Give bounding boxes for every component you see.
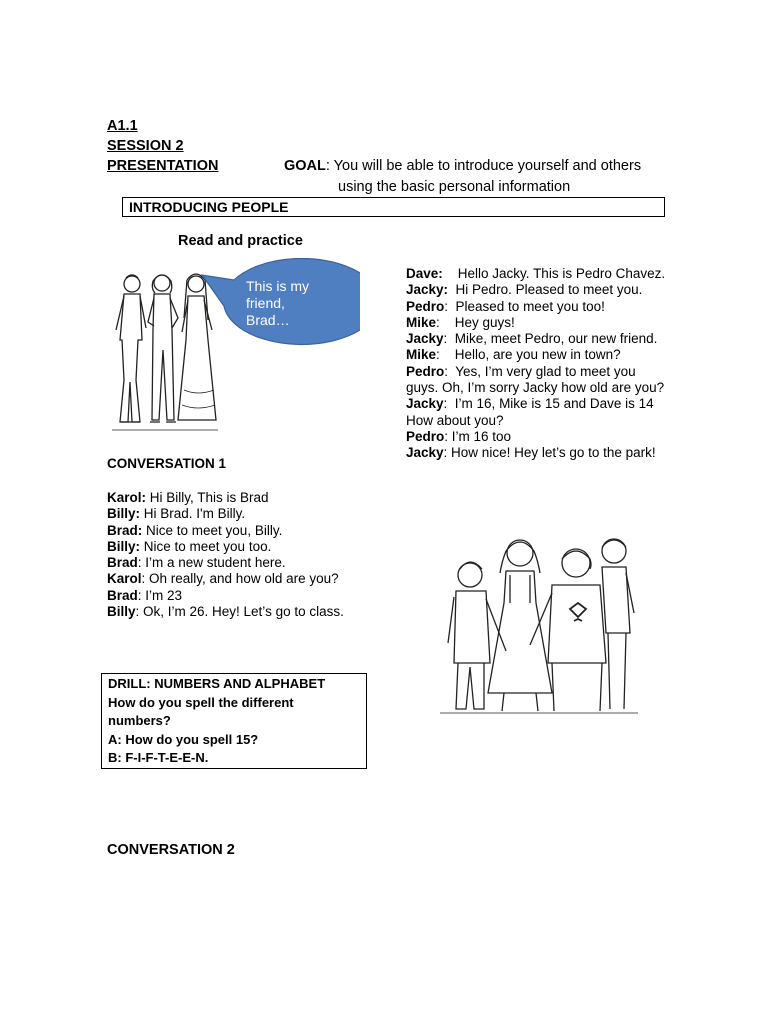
session-heading: SESSION 2 xyxy=(107,138,184,154)
speaker-name: Brad: xyxy=(107,522,143,538)
drill-title: DRILL: NUMBERS AND ALPHABET xyxy=(108,676,326,691)
line-text: : I’m 16 too xyxy=(444,428,512,444)
dialogue-line xyxy=(406,429,668,445)
speaker-name: Mike xyxy=(406,347,437,363)
dialogue-line xyxy=(406,347,668,363)
line-text: : I’m a new student here. xyxy=(137,555,286,571)
speaker-name: Brad xyxy=(107,555,138,571)
dialogue-line xyxy=(107,588,344,604)
speaker-name: Pedro xyxy=(406,298,445,314)
bubble-line-1: This is my xyxy=(246,278,309,294)
conversation-1-title: CONVERSATION 1 xyxy=(107,456,227,471)
line-text: Nice to meet you too. xyxy=(140,538,272,554)
goal-text-2: using the basic personal information xyxy=(338,179,571,195)
dialogue-line xyxy=(107,523,344,539)
line-text: Hi Billy, This is Brad xyxy=(146,490,269,505)
dialogue-line xyxy=(107,604,344,620)
speaker-name: Billy: xyxy=(107,538,141,554)
line-text: Hi Pedro. Pleased to meet you. xyxy=(448,282,643,298)
goal-statement xyxy=(284,156,641,177)
dialogue-line xyxy=(107,506,344,522)
line-text: Nice to meet you, Billy. xyxy=(142,522,283,538)
dialogue-line xyxy=(107,555,344,571)
line-text: : Ok, I’m 26. Hey! Let’s go to class. xyxy=(135,604,344,620)
four-kids-illustration xyxy=(440,533,640,718)
bubble-line-3: Brad… xyxy=(246,312,290,328)
line-text: : I’m 23 xyxy=(137,587,183,603)
drill-example-a: A: How do you spell 15? xyxy=(108,731,259,747)
dialogue-line xyxy=(107,539,344,555)
speaker-name: Karol: xyxy=(107,490,147,505)
section-title-box: INTRODUCING PEOPLE xyxy=(122,197,665,217)
bubble-line-2: friend, xyxy=(246,295,285,311)
dialogue-line xyxy=(406,282,668,298)
line-text: Hi Brad. I'm Billy. xyxy=(140,506,246,522)
line-text: : Hey guys! xyxy=(436,314,515,330)
speaker-name: Jacky xyxy=(406,396,444,412)
goal-text-1: : You will be able to introduce yourself and others xyxy=(325,158,642,174)
dialogue-line xyxy=(406,445,668,461)
line-text: : I’m 16, Mike is 15 and Dave is 14 How about you? xyxy=(406,396,658,428)
line-text: : Yes, I’m very glad to meet you guys. Oh, I’m sorry Jacky how old are you? xyxy=(406,363,665,396)
speaker-name: Billy: xyxy=(107,506,141,522)
line-text: Hello Jacky. This is Pedro Chavez. xyxy=(442,266,666,281)
speaker-name: Billy xyxy=(107,604,136,620)
speaker-name: Pedro xyxy=(406,428,445,444)
speech-bubble-text xyxy=(246,278,309,329)
drill-question: How do you spell the different numbers? xyxy=(108,694,294,729)
line-text: : Mike, meet Pedro, our new friend. xyxy=(443,331,658,347)
section-heading: PRESENTATION xyxy=(107,158,219,174)
dialogue-line xyxy=(406,299,668,315)
speaker-name: Mike xyxy=(406,314,437,330)
line-text: : Oh really, and how old are you? xyxy=(141,571,339,587)
line-text: : Hello, are you new in town? xyxy=(436,347,621,363)
read-practice-heading: Read and practice xyxy=(178,233,303,249)
conversation-1-lines xyxy=(107,490,344,620)
line-text: : How nice! Hey let’s go to the park! xyxy=(443,445,656,461)
speaker-name: Dave: xyxy=(406,266,443,281)
dialogue-line xyxy=(107,571,344,587)
line-text: : Pleased to meet you too! xyxy=(444,298,605,314)
drill-box xyxy=(101,673,367,769)
drill-example-b: B: F-I-F-T-E-E-N. xyxy=(108,750,209,766)
pedro-dialogue xyxy=(406,266,668,462)
dialogue-line xyxy=(107,490,344,506)
speaker-name: Jacky xyxy=(406,445,444,461)
speaker-name: Karol xyxy=(107,571,142,587)
dialogue-line xyxy=(406,364,668,397)
level-heading: A1.1 xyxy=(107,118,138,134)
dialogue-line xyxy=(406,266,668,282)
dialogue-line xyxy=(406,331,668,347)
dialogue-line xyxy=(406,315,668,331)
speaker-name: Brad xyxy=(107,587,138,603)
speaker-name: Jacky xyxy=(406,331,444,347)
dialogue-line xyxy=(406,396,668,429)
goal-label: GOAL xyxy=(284,158,326,174)
speaker-name: Jacky: xyxy=(406,282,449,298)
conversation-2-title: CONVERSATION 2 xyxy=(107,842,235,858)
speaker-name: Pedro xyxy=(406,363,445,379)
